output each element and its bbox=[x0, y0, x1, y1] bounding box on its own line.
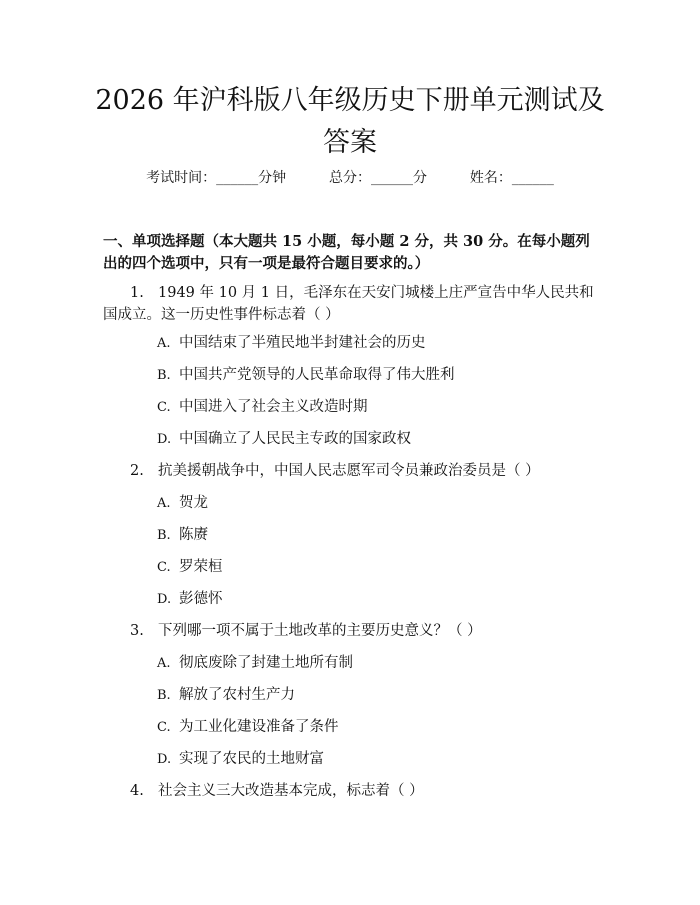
time-label: 考试时间： bbox=[146, 170, 217, 186]
option-letter: C. bbox=[157, 400, 171, 415]
option-letter: B. bbox=[157, 528, 171, 543]
exam-meta-line bbox=[0, 168, 700, 188]
score-blank: ______ bbox=[371, 170, 413, 186]
score-label: 总分： bbox=[329, 170, 371, 186]
question-stem: 社会主义三大改造基本完成，标志着（ ） bbox=[158, 783, 424, 799]
option-3c bbox=[157, 716, 597, 739]
option-letter: A. bbox=[157, 496, 171, 511]
question-stem: 下列哪一项不属于土地改革的主要历史意义？（ ） bbox=[158, 623, 482, 639]
option-text: 解放了农村生产力 bbox=[179, 687, 295, 703]
option-text: 罗荣桓 bbox=[179, 559, 223, 575]
name-blank: ______ bbox=[511, 170, 554, 186]
option-letter: C. bbox=[157, 560, 171, 575]
question-number: 4. bbox=[130, 783, 144, 799]
question-number: 3. bbox=[130, 623, 144, 639]
option-3b bbox=[157, 684, 597, 707]
score-unit: 分 bbox=[413, 170, 427, 186]
option-text: 彭德怀 bbox=[179, 591, 223, 607]
option-letter: D. bbox=[157, 432, 172, 447]
question-number: 2. bbox=[130, 463, 144, 479]
option-text: 中国共产党领导的人民革命取得了伟大胜利 bbox=[179, 367, 455, 383]
option-text: 实现了农民的土地财富 bbox=[179, 751, 324, 767]
option-text: 贺龙 bbox=[179, 495, 208, 511]
option-text: 中国结束了半殖民地半封建社会的历史 bbox=[179, 335, 426, 351]
question-stem: 抗美援朝战争中，中国人民志愿军司令员兼政治委员是（ ） bbox=[158, 463, 540, 479]
option-letter: B. bbox=[157, 688, 171, 703]
option-text: 为工业化建设准备了条件 bbox=[179, 719, 339, 735]
question-1 bbox=[103, 282, 603, 326]
option-3d bbox=[157, 748, 597, 771]
option-text: 中国进入了社会主义改造时期 bbox=[179, 399, 368, 415]
question-2 bbox=[103, 460, 603, 482]
name-label: 姓名： bbox=[469, 170, 512, 186]
option-3a bbox=[157, 652, 597, 675]
option-letter: D. bbox=[157, 752, 172, 767]
option-text: 陈赓 bbox=[179, 527, 208, 543]
question-stem: 1949 年 10 月 1 日，毛泽东在天安门城楼上庄严宣告中华人民共和国成立。这一历史性事件标志着（ ） bbox=[103, 285, 594, 323]
time-unit: 分钟 bbox=[258, 170, 287, 186]
document-title: 2026 年沪科版八年级历史下册单元测试及答案 bbox=[95, 85, 605, 158]
section-heading: 一、单项选择题（本大题共 15 小题，每小题 2 分，共 30 分。在每小题列出的四个选项中，只有一项是最符合题目要求的。） bbox=[103, 233, 590, 272]
option-2b bbox=[157, 524, 597, 547]
option-1d bbox=[157, 428, 597, 451]
option-letter: D. bbox=[157, 592, 172, 607]
option-letter: C. bbox=[157, 720, 171, 735]
option-text: 中国确立了人民民主专政的国家政权 bbox=[179, 431, 411, 447]
time-blank: ______ bbox=[216, 170, 259, 186]
question-3 bbox=[103, 620, 603, 642]
option-2d bbox=[157, 588, 597, 611]
option-letter: A. bbox=[157, 656, 171, 671]
option-1c bbox=[157, 396, 597, 419]
option-text: 彻底废除了封建土地所有制 bbox=[179, 655, 353, 671]
question-4 bbox=[103, 780, 603, 802]
question-number: 1. bbox=[130, 285, 144, 301]
option-1a bbox=[157, 332, 597, 355]
option-2c bbox=[157, 556, 597, 579]
option-2a bbox=[157, 492, 597, 515]
option-1b bbox=[157, 364, 597, 387]
option-letter: B. bbox=[157, 368, 171, 383]
option-letter: A. bbox=[157, 336, 171, 351]
